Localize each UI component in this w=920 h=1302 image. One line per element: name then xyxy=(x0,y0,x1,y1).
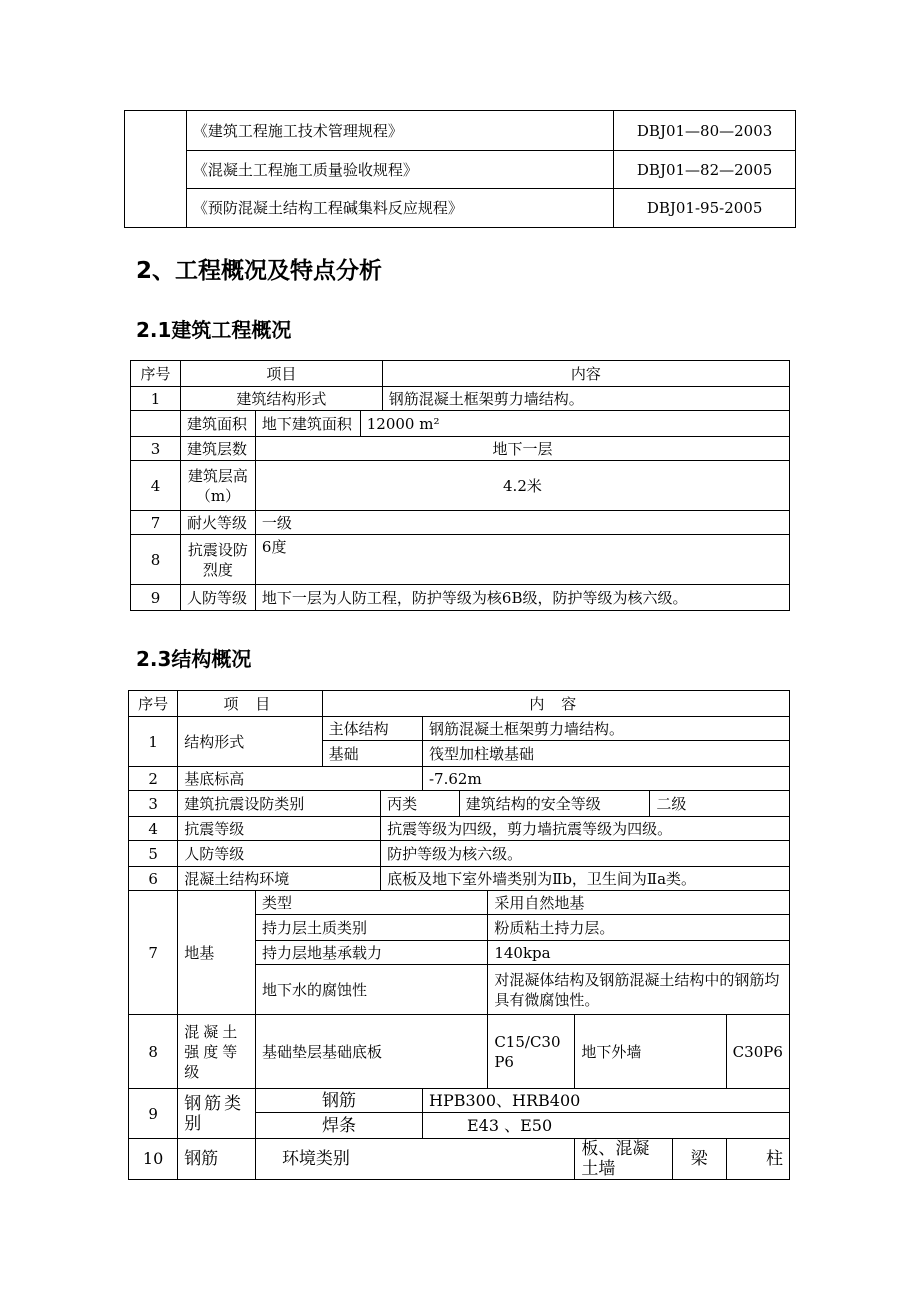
row-content: 梁 xyxy=(672,1139,726,1180)
row-content: 底板及地下室外墙类别为Ⅱb，卫生间为Ⅱa类。 xyxy=(381,867,790,891)
row-content: 板、混凝土墙 xyxy=(575,1139,672,1180)
row-item: 建筑面积 xyxy=(180,411,255,437)
standard-name: 《混凝土工程施工质量验收规程》 xyxy=(186,151,613,189)
row-content: 采用自然地基 xyxy=(488,891,790,915)
row-content: C15/C30P6 xyxy=(488,1015,575,1089)
row-item: 钢筋 xyxy=(178,1139,256,1180)
row-no: 3 xyxy=(129,791,178,817)
row-subitem: 环境类别 xyxy=(255,1139,574,1180)
section-2-3-heading: 2.3结构概况 xyxy=(136,647,252,671)
row-no: 1 xyxy=(129,717,178,767)
row-item-secondary: 建筑结构的安全等级 xyxy=(459,791,650,817)
standard-code: DBJ01—80—2003 xyxy=(614,111,796,151)
row-content: 12000 m² xyxy=(360,411,789,437)
row-content: 140kpa xyxy=(488,941,790,965)
row-subitem: 钢筋 xyxy=(255,1089,422,1113)
standard-code: DBJ01—82—2005 xyxy=(614,151,796,189)
row-item: 人防等级 xyxy=(178,841,381,867)
row-no: 1 xyxy=(131,387,181,411)
standard-name: 《建筑工程施工技术管理规程》 xyxy=(186,111,613,151)
row-no: 7 xyxy=(129,891,178,1015)
row-item: 建筑层高（m） xyxy=(180,461,255,511)
header-item: 项 目 xyxy=(178,691,322,717)
row-no: 6 xyxy=(129,867,178,891)
header-no: 序号 xyxy=(131,361,181,387)
header-item: 项目 xyxy=(180,361,382,387)
row-item: 建筑层数 xyxy=(180,437,255,461)
row-no: 8 xyxy=(129,1015,178,1089)
row-subitem: 焊条 xyxy=(255,1113,422,1139)
row-content-secondary: C30P6 xyxy=(726,1015,789,1089)
standard-name: 《预防混凝土结构工程碱集料反应规程》 xyxy=(186,189,613,228)
row-content: 地下一层为人防工程，防护等级为核6B级，防护等级为核六级。 xyxy=(255,585,789,611)
row-subitem: 类型 xyxy=(255,891,487,915)
row-item: 抗震设防烈度 xyxy=(180,535,255,585)
row-content: 一级 xyxy=(255,511,789,535)
header-content: 内容 xyxy=(382,361,789,387)
row-item: 混凝土结构环境 xyxy=(178,867,381,891)
row-content: 6度 xyxy=(255,535,789,585)
row-content: 粉质粘土持力层。 xyxy=(488,915,790,941)
building-overview-table xyxy=(130,360,790,611)
section-2-heading: 2、工程概况及特点分析 xyxy=(136,258,383,284)
row-item: 钢筋类别 xyxy=(178,1089,256,1139)
row-no: 8 xyxy=(131,535,181,585)
row-content: 4.2米 xyxy=(255,461,789,511)
section-2-1-heading: 2.1建筑工程概况 xyxy=(136,318,292,342)
row-item: 建筑结构形式 xyxy=(180,387,382,411)
row-content: 丙类 xyxy=(381,791,460,817)
row-no: 2 xyxy=(129,767,178,791)
row-item: 人防等级 xyxy=(180,585,255,611)
structure-overview-table xyxy=(128,690,790,1180)
standards-blank-cell xyxy=(125,111,187,228)
row-no: 4 xyxy=(131,461,181,511)
row-no: 5 xyxy=(129,841,178,867)
row-no: 9 xyxy=(129,1089,178,1139)
row-content: 地下一层 xyxy=(255,437,789,461)
header-no: 序号 xyxy=(129,691,178,717)
standards-table xyxy=(124,110,796,228)
row-content: E43 、E50 xyxy=(422,1113,789,1139)
row-item: 地基 xyxy=(178,891,256,1015)
row-subitem: 主体结构 xyxy=(322,717,422,741)
row-no xyxy=(131,411,181,437)
row-content: 对混凝体结构及钢筋混凝土结构中的钢筋均具有微腐蚀性。 xyxy=(488,965,790,1015)
row-item: 建筑抗震设防类别 xyxy=(178,791,381,817)
row-content: HPB300、HRB400 xyxy=(422,1089,789,1113)
row-content-secondary: 二级 xyxy=(650,791,790,817)
row-content: 防护等级为核六级。 xyxy=(381,841,790,867)
row-item: 抗震等级 xyxy=(178,817,381,841)
row-no: 4 xyxy=(129,817,178,841)
row-subitem: 基础 xyxy=(322,741,422,767)
row-content: 柱 xyxy=(726,1139,789,1180)
row-content: 抗震等级为四级，剪力墙抗震等级为四级。 xyxy=(381,817,790,841)
row-item: 基底标高 xyxy=(178,767,423,791)
row-no: 10 xyxy=(129,1139,178,1180)
row-subitem: 地下水的腐蚀性 xyxy=(255,965,487,1015)
row-no: 3 xyxy=(131,437,181,461)
row-subitem: 地下建筑面积 xyxy=(255,411,360,437)
row-item: 混凝土强度等级 xyxy=(178,1015,256,1089)
row-content: 钢筋混凝土框架剪力墙结构。 xyxy=(422,717,789,741)
row-content: 筏型加柱墩基础 xyxy=(422,741,789,767)
row-subitem: 基础垫层基础底板 xyxy=(255,1015,487,1089)
header-content: 内 容 xyxy=(322,691,789,717)
row-content: 钢筋混凝土框架剪力墙结构。 xyxy=(382,387,789,411)
row-no: 9 xyxy=(131,585,181,611)
row-subitem: 持力层土质类别 xyxy=(255,915,487,941)
row-content: -7.62m xyxy=(422,767,789,791)
row-no: 7 xyxy=(131,511,181,535)
row-subitem-secondary: 地下外墙 xyxy=(575,1015,726,1089)
row-item: 耐火等级 xyxy=(180,511,255,535)
standard-code: DBJ01-95-2005 xyxy=(614,189,796,228)
row-item: 结构形式 xyxy=(178,717,322,767)
row-subitem: 持力层地基承载力 xyxy=(255,941,487,965)
